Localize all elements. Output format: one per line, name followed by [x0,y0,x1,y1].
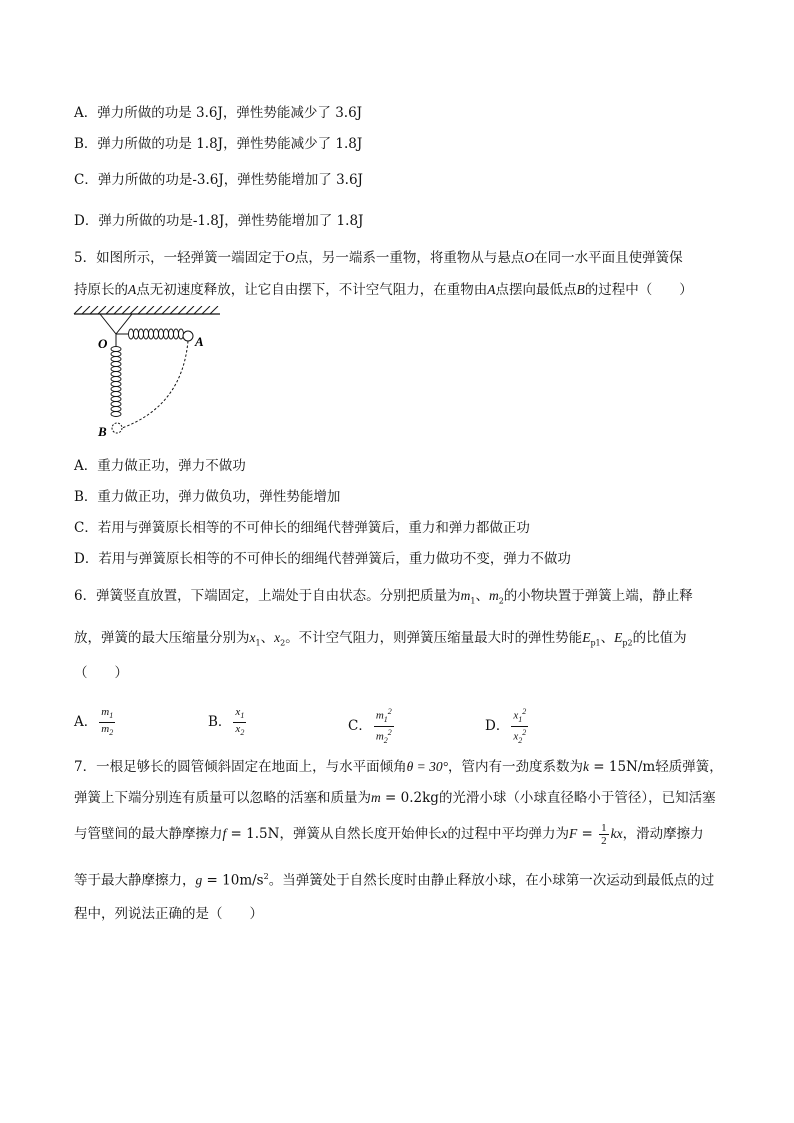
q5-option-b: B．重力做正功，弹力做负功，弹性势能增加 [74,489,341,505]
q5-option-d: D．若用与弹簧原长相等的不可伸长的细绳代替弹簧后，重力做功不变，弹力不做功 [74,551,571,567]
q6-stem-line3: （ ） [74,665,128,681]
q4-option-d: D．弹力所做的功是-1.8J，弹性势能增加了 1.8J [74,213,364,229]
q6-option-d: D． $\frac{x_1^2}{x_2^2}$ [485,707,527,745]
q5-stem-line2: 持原长的A点无初速度释放，让它自由摆下，不计空气阻力，在重物由A点摆向最低点B的过程中（ ） [74,282,693,298]
q5-spring-figure [70,306,230,440]
q5-option-c: C．若用与弹簧原长相等的不可伸长的细绳代替弹簧后，重力和弹力都做正功 [74,520,530,536]
q7-stem-line1: 7．一根足够长的圆管倾斜固定在地面上，与水平面倾角θ = 30°，管内有一劲度系数为k = 15N/m轻质弹簧， [74,759,723,775]
q6-option-b: B． $\frac{x_1}{x_2}$ [208,706,245,738]
label-a: A [195,334,204,349]
q4-option-a: A．弹力所做的功是 3.6J，弹性势能减少了 3.6J [74,105,363,121]
q7-stem-line3: 与管壁间的最大静摩擦力f = 1.5N，弹簧从自然长度开始伸长x的过程中平均弹力为F = $\frac{1}{2}$ kx，滑动摩擦力 [74,822,704,847]
q6-option-a: A． $\frac{m_1}{m_2}$ [74,706,114,738]
label-o: O [98,336,108,351]
q7-stem-line2: 弹簧上下端分别连有质量可以忽略的活塞和质量为m = 0.2kg的光滑小球（小球直径略小于管径），已知活塞 [74,790,716,806]
q6-stem-line1: 6．弹簧竖直放置，下端固定，上端处于自由状态。分别把质量为$m_1$、$m_2$的小物块置于弹簧上端，静止释 [74,588,693,606]
q6-option-c: C． $\frac{m_1^2}{m_2^2}$ [348,707,392,745]
q4-option-b: B．弹力所做的功是 1.8J，弹性势能减少了 1.8J [74,136,363,152]
q5-stem-line1: 5．如图所示，一轻弹簧一端固定于O点，另一端系一重物，将重物从与悬点O在同一水平面且使弹簧保 [74,250,683,266]
q7-stem-line4: 等于最大静摩擦力，$g = 10m/s^2$。当弹簧处于自然长度时由静止释放小球，在小球第一次运动到最低点的过 [74,872,715,889]
q6-stem-line2: 放，弹簧的最大压缩量分别为$x_1$、$x_2$。不计空气阻力，则弹簧压缩量最大时的弹性势能$E_{p1}$、$E_{p2}$的比值为 [74,630,687,648]
label-b: B [98,424,107,439]
q5-option-a: A．重力做正功，弹力不做功 [74,458,246,474]
q7-stem-line5: 程中，列说法正确的是（ ） [74,906,263,922]
q4-option-c: C．弹力所做的功是-3.6J，弹性势能增加了 3.6J [74,172,363,188]
